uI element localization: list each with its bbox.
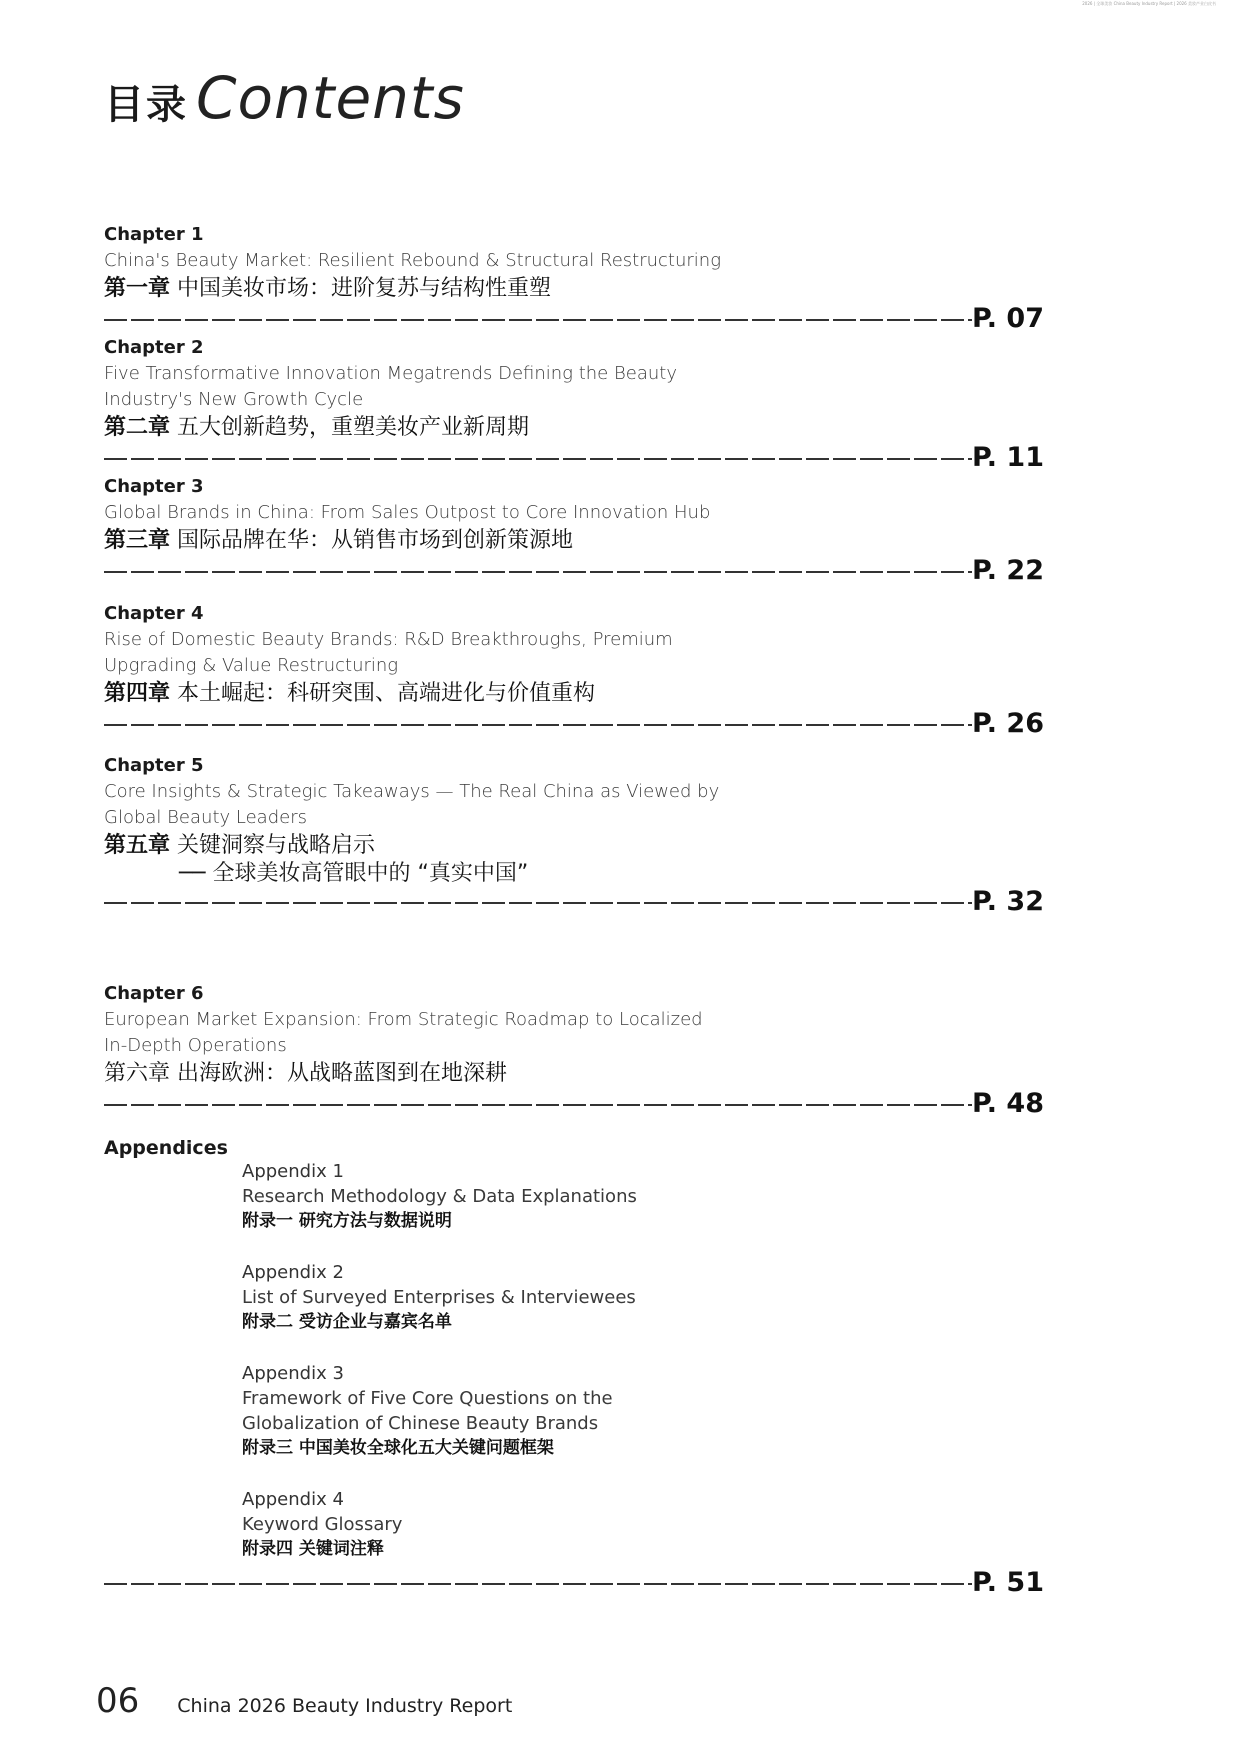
appendices-leader-row [104,1568,1044,1598]
appendix-entry-1[interactable] [242,1159,802,1234]
chapter-number-cn: 第五章 [104,833,171,858]
chapter-title-en: In-Depth Operations [104,1035,287,1056]
page-number[interactable]: P. 48 [971,1088,1044,1119]
chapter-label: Chapter 5 [104,755,204,776]
appendix-title-cn: 附录四 关键词注释 [242,1539,384,1559]
chapter-number-cn: 第三章 [104,528,171,553]
page-number[interactable]: P. 07 [971,303,1044,334]
chapter-title-en: Upgrading & Value Restructuring [104,655,399,676]
dash-leader [104,319,972,321]
chapter-title-cn [104,526,1044,556]
chapter-title-en: European Market Expansion: From Strategic Roadmap to Localized [104,1009,703,1030]
page-number[interactable]: P. 22 [971,555,1044,586]
chapter-name-cn: 中国美妆市场：进阶复苏与结构性重塑 [177,276,552,301]
appendix-title-cn: 附录二 受访企业与嘉宾名单 [242,1312,452,1332]
dash-leader [104,1583,972,1585]
leader-row [104,1089,1044,1119]
chapter-number-cn: 第二章 [104,415,171,440]
chapter-title-en: Core Insights & Strategic Takeaways — The Real China as Viewed by [104,781,720,802]
page-title [104,64,465,132]
chapter-number-cn: 第六章 [104,1061,171,1086]
chapter-label: Chapter 4 [104,603,204,624]
chapter-title-en: Five Transformative Innovation Megatrends Defining the Beauty [104,363,677,384]
chapter-title-en: Rise of Domestic Beauty Brands: R&D Breakthroughs, Premium [104,629,673,650]
chapter-title-cn [104,274,1044,304]
chapter-name-cn: 本土崛起：科研突围、高端进化与价值重构 [177,681,596,706]
appendix-title-en: List of Surveyed Enterprises & Interviewees [242,1287,636,1308]
appendix-label: Appendix 4 [242,1489,344,1510]
appendix-entry-3[interactable] [242,1361,802,1461]
chapter-entry-4[interactable] [104,601,1044,739]
chapter-number-cn: 第一章 [104,276,171,301]
page-number[interactable]: P. 11 [971,442,1044,473]
appendix-title-en: Keyword Glossary [242,1514,403,1535]
chapter-name-cn: 出海欧洲：从战略蓝图到在地深耕 [177,1061,508,1086]
chapter-entry-3[interactable] [104,474,1044,586]
chapter-title-cn [104,679,1044,709]
footer-page-number: 06 [96,1681,140,1721]
chapter-number-cn: 第四章 [104,681,171,706]
chapter-title-en: Global Beauty Leaders [104,807,307,828]
appendix-label: Appendix 1 [242,1161,344,1182]
appendix-label: Appendix 3 [242,1363,344,1384]
dash-leader [104,458,972,460]
appendices-heading: Appendices [104,1137,228,1159]
appendix-title-en: Globalization of Chinese Beauty Brands [242,1413,599,1434]
page-number[interactable]: P. 26 [971,708,1044,739]
dash-leader [104,724,972,726]
chapter-name-cn: 关键洞察与战略启示 [177,833,376,858]
chapter-label: Chapter 3 [104,476,204,497]
chapter-label: Chapter 6 [104,983,204,1004]
chapter-entry-6[interactable] [104,981,1044,1119]
appendix-entry-2[interactable] [242,1260,802,1335]
appendix-title-en: Framework of Five Core Questions on the [242,1388,613,1409]
chapter-title-cn [104,1059,1044,1089]
chapter-subtitle-cn: ── 全球美妆高管眼中的 “真实中国” [179,861,529,886]
page-number[interactable]: P. 51 [971,1567,1044,1598]
chapter-entry-5[interactable] [104,753,1044,917]
appendix-title-en: Research Methodology & Data Explanations [242,1186,637,1207]
dash-leader [104,1104,972,1106]
appendix-entry-4[interactable] [242,1487,802,1562]
leader-row [104,556,1044,586]
appendix-title-cn: 附录一 研究方法与数据说明 [242,1211,452,1231]
chapter-title-cn [104,413,1044,443]
chapter-name-cn: 国际品牌在华：从销售市场到创新策源地 [177,528,574,553]
chapter-title-en: China's Beauty Market: Resilient Rebound & Structural Restructuring [104,250,722,271]
dash-leader [104,571,972,573]
leader-row [104,887,1044,917]
title-cn: 目录 [104,82,188,128]
chapter-name-cn: 五大创新趋势，重塑美妆产业新周期 [177,415,530,440]
leader-row [104,709,1044,739]
chapter-title-en: Industry's New Growth Cycle [104,389,364,410]
title-en: Contents [196,64,465,132]
chapter-title-cn [104,831,1044,861]
header-note: 2026 | 全球美妆 China Beauty Industry Report | 2026 美妆产业白皮书 [1082,1,1216,6]
chapter-label: Chapter 2 [104,337,204,358]
appendix-label: Appendix 2 [242,1262,344,1283]
footer-report-title: China 2026 Beauty Industry Report [177,1695,513,1717]
chapter-entry-2[interactable] [104,335,1044,473]
leader-row [104,443,1044,473]
page-number[interactable]: P. 32 [971,886,1044,917]
appendix-title-cn: 附录三 中国美妆全球化五大关键问题框架 [242,1438,554,1458]
chapter-label: Chapter 1 [104,224,204,245]
dash-leader [104,902,972,904]
leader-row [104,304,1044,334]
chapter-title-en: Global Brands in China: From Sales Outpost to Core Innovation Hub [104,502,711,523]
chapter-entry-1[interactable] [104,222,1044,334]
page-footer [96,1681,512,1721]
